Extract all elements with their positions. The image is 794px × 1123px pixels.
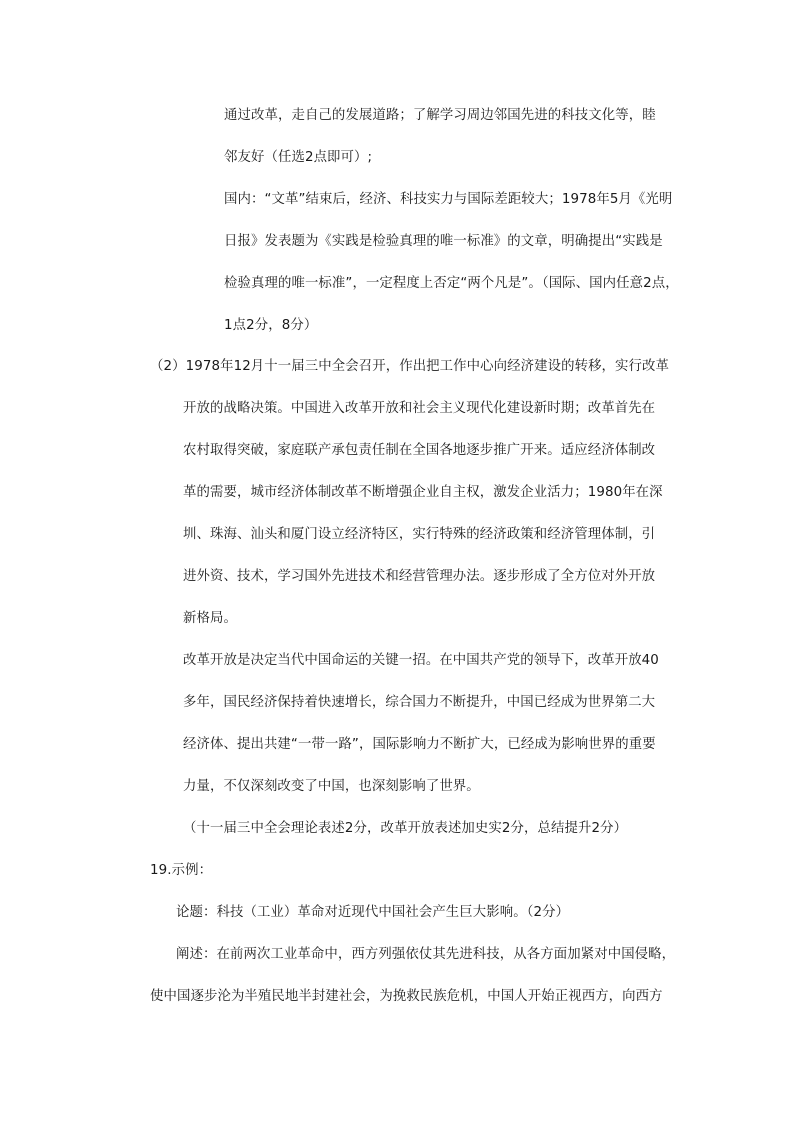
answer-3-line-3: 经济体、提出共建“一带一路”，国际影响力不断扩大，已经成为影响世界的重要: [183, 737, 656, 752]
question-19-elaboration-line-2: 使中国逐步沦为半殖民地半封建社会，为挽救民族危机，中国人开始正视西方，向西方: [150, 989, 663, 1004]
answer-1-line-6: 1点2分，8分）: [224, 318, 318, 333]
answer-1-line-5: 检验真理的唯一标准”，一定程度上否定“两个凡是”。（国际、国内任意2点，: [224, 276, 679, 291]
answer-3-line-1: 改革开放是决定当代中国命运的关键一招。在中国共产党的领导下，改革开放40: [183, 653, 659, 668]
answer-2-line-6: 进外资、技术，学习国外先进技术和经营管理办法。逐步形成了全方位对外开放: [183, 569, 656, 584]
answer-1-line-2: 邻友好（任选2点即可）;: [224, 150, 373, 165]
question-19-thesis: 论题：科技（工业）革命对近现代中国社会产生巨大影响。（2分）: [176, 905, 570, 920]
answer-1-line-4: 日报》发表题为《实践是检验真理的唯一标准》的文章，明确提出“实践是: [224, 234, 663, 249]
answer-3-line-4: 力量，不仅深刻改变了中国，也深刻影响了世界。: [183, 779, 480, 794]
answer-2-line-5: 圳、珠海、汕头和厦门设立经济特区，实行特殊的经济政策和经济管理体制，引: [183, 527, 656, 542]
question-19-elaboration-line-1: 阐述：在前两次工业革命中，西方列强依仗其先进科技，从各方面加紧对中国侵略，: [176, 947, 676, 962]
answer-2-line-4: 革的需要，城市经济体制改革不断增强企业自主权，激发企业活力；1980年在深: [183, 485, 663, 500]
answer-3-line-2: 多年，国民经济保持着快速增长，综合国力不断提升，中国已经成为世界第二大: [183, 695, 656, 710]
answer-2-line-1: （2）1978年12月十一届三中全会召开，作出把工作中心向经济建设的转移，实行改革: [150, 359, 670, 374]
answer-1-line-3: 国内：“文革”结束后，经济、科技实力与国际差距较大；1978年5月《光明: [224, 192, 673, 207]
scoring-note: （十一届三中全会理论表述2分，改革开放表述加史实2分，总结提升2分）: [183, 821, 628, 836]
answer-1-line-1: 通过改革，走自己的发展道路；了解学习周边邻国先进的科技文化等，睦: [224, 108, 656, 123]
question-19-heading: 19.示例：: [150, 863, 213, 878]
answer-2-line-7: 新格局。: [183, 611, 237, 626]
answer-2-line-3: 农村取得突破，家庭联产承包责任制在全国各地逐步推广开来。适应经济体制改: [183, 443, 656, 458]
answer-2-line-2: 开放的战略决策。中国进入改革开放和社会主义现代化建设新时期；改革首先在: [183, 401, 656, 416]
